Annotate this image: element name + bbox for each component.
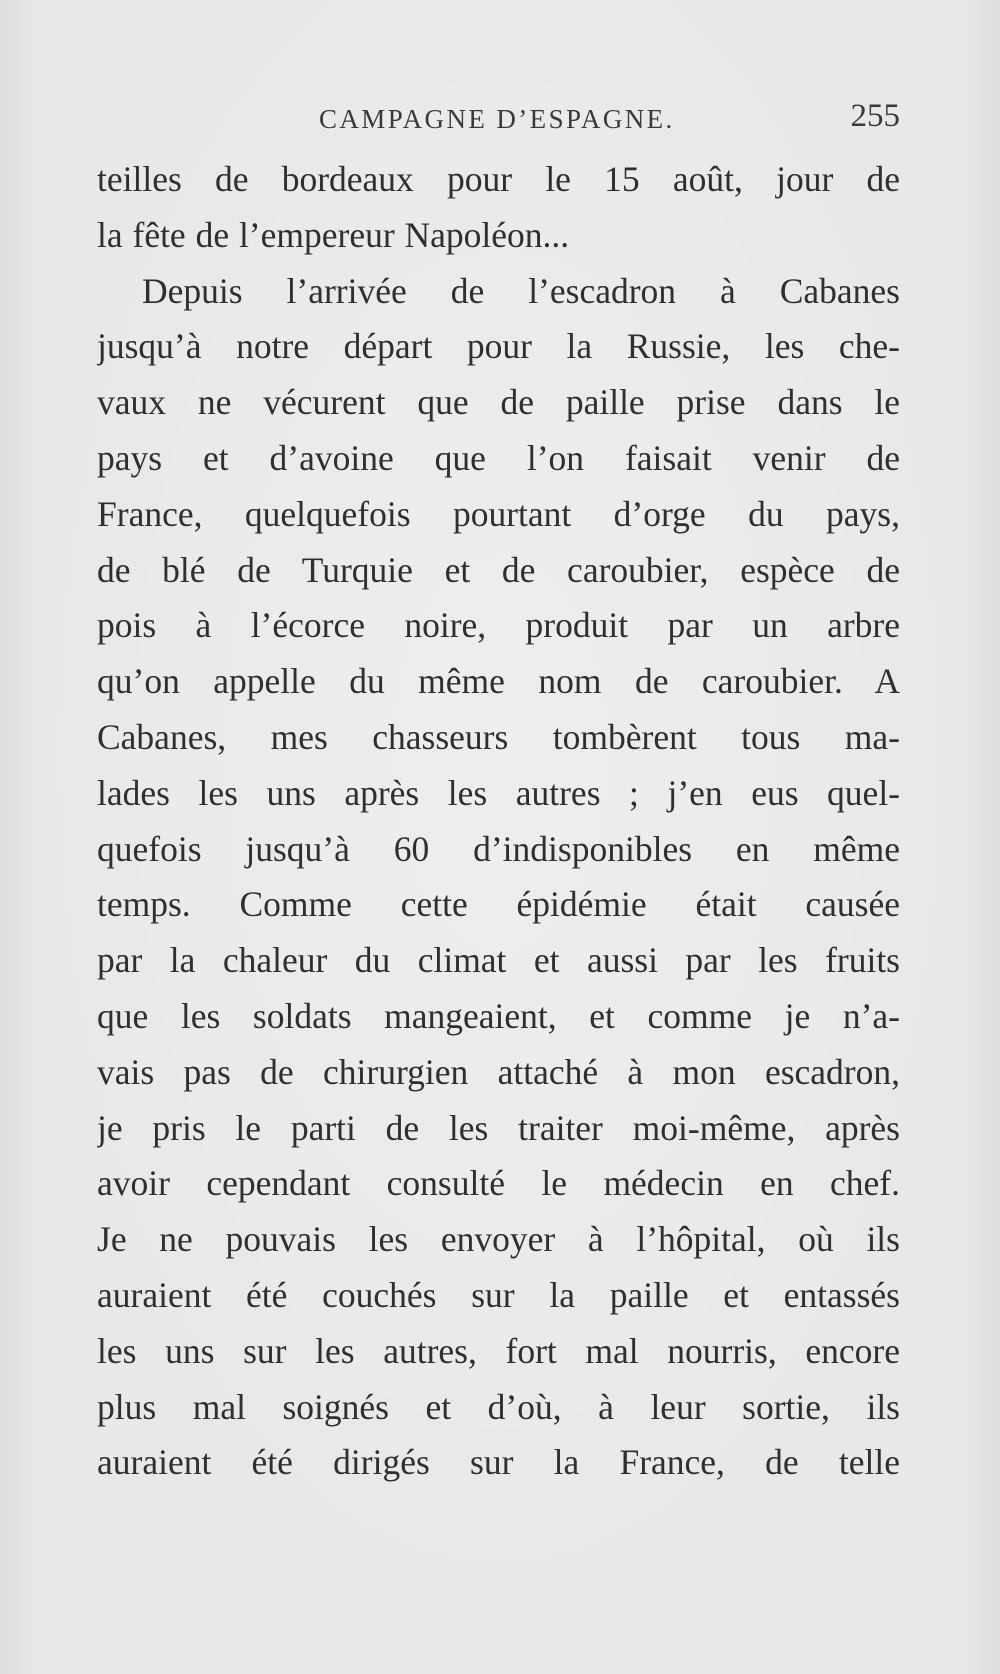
text-line: vaux ne vécurent que de paille prise dans le (97, 382, 900, 423)
text-line: les uns sur les autres, fort mal nourris, encore (97, 1330, 900, 1371)
text-line: teilles de bordeaux pour le 15 août, jour de (97, 159, 900, 199)
text-line: par la chaleur du climat et aussi par les fruits (97, 940, 900, 981)
page-number: 255 (850, 98, 900, 134)
text-line: lades les uns après les autres ; j’en eus quel- (97, 772, 900, 813)
text-line: jusqu’à notre départ pour la Russie, les che- (97, 326, 900, 367)
text-line: pois à l’écorce noire, produit par un arbre (97, 605, 900, 646)
text-line: quefois jusqu’à 60 d’indisponibles en même (97, 828, 900, 869)
text-line: je pris le parti de les traiter moi-même, après (97, 1107, 900, 1148)
body-text (97, 152, 900, 1491)
text-line: France, quelquefois pourtant d’orge du pays, (97, 493, 900, 534)
text-line: auraient été couchés sur la paille et entassés (97, 1274, 900, 1315)
text-line: que les soldats mangeaient, et comme je n’a- (97, 995, 900, 1036)
text-line: qu’on appelle du même nom de caroubier. A (97, 661, 900, 702)
text-line: pays et d’avoine que l’on faisait venir de (97, 437, 900, 478)
running-head: CAMPAGNE D’ESPAGNE. (319, 104, 675, 134)
text-line: la fête de l’empereur Napoléon... (97, 214, 570, 255)
text-line: Je ne pouvais les envoyer à l’hôpital, où ils (97, 1219, 900, 1260)
text-line: vais pas de chirurgien attaché à mon escadron, (97, 1051, 900, 1092)
text-line: Cabanes, mes chasseurs tombèrent tous ma- (97, 716, 900, 757)
text-line: auraient été dirigés sur la France, de telle (97, 1442, 900, 1483)
text-line: temps. Comme cette épidémie était causée (97, 884, 900, 925)
page-header (97, 96, 900, 136)
text-line: avoir cependant consulté le médecin en chef. (97, 1163, 900, 1204)
text-line: Depuis l’arrivée de l’escadron à Cabanes (142, 270, 900, 311)
text-line: plus mal soignés et d’où, à leur sortie, ils (97, 1386, 900, 1427)
text-line: de blé de Turquie et de caroubier, espèce de (97, 549, 900, 590)
